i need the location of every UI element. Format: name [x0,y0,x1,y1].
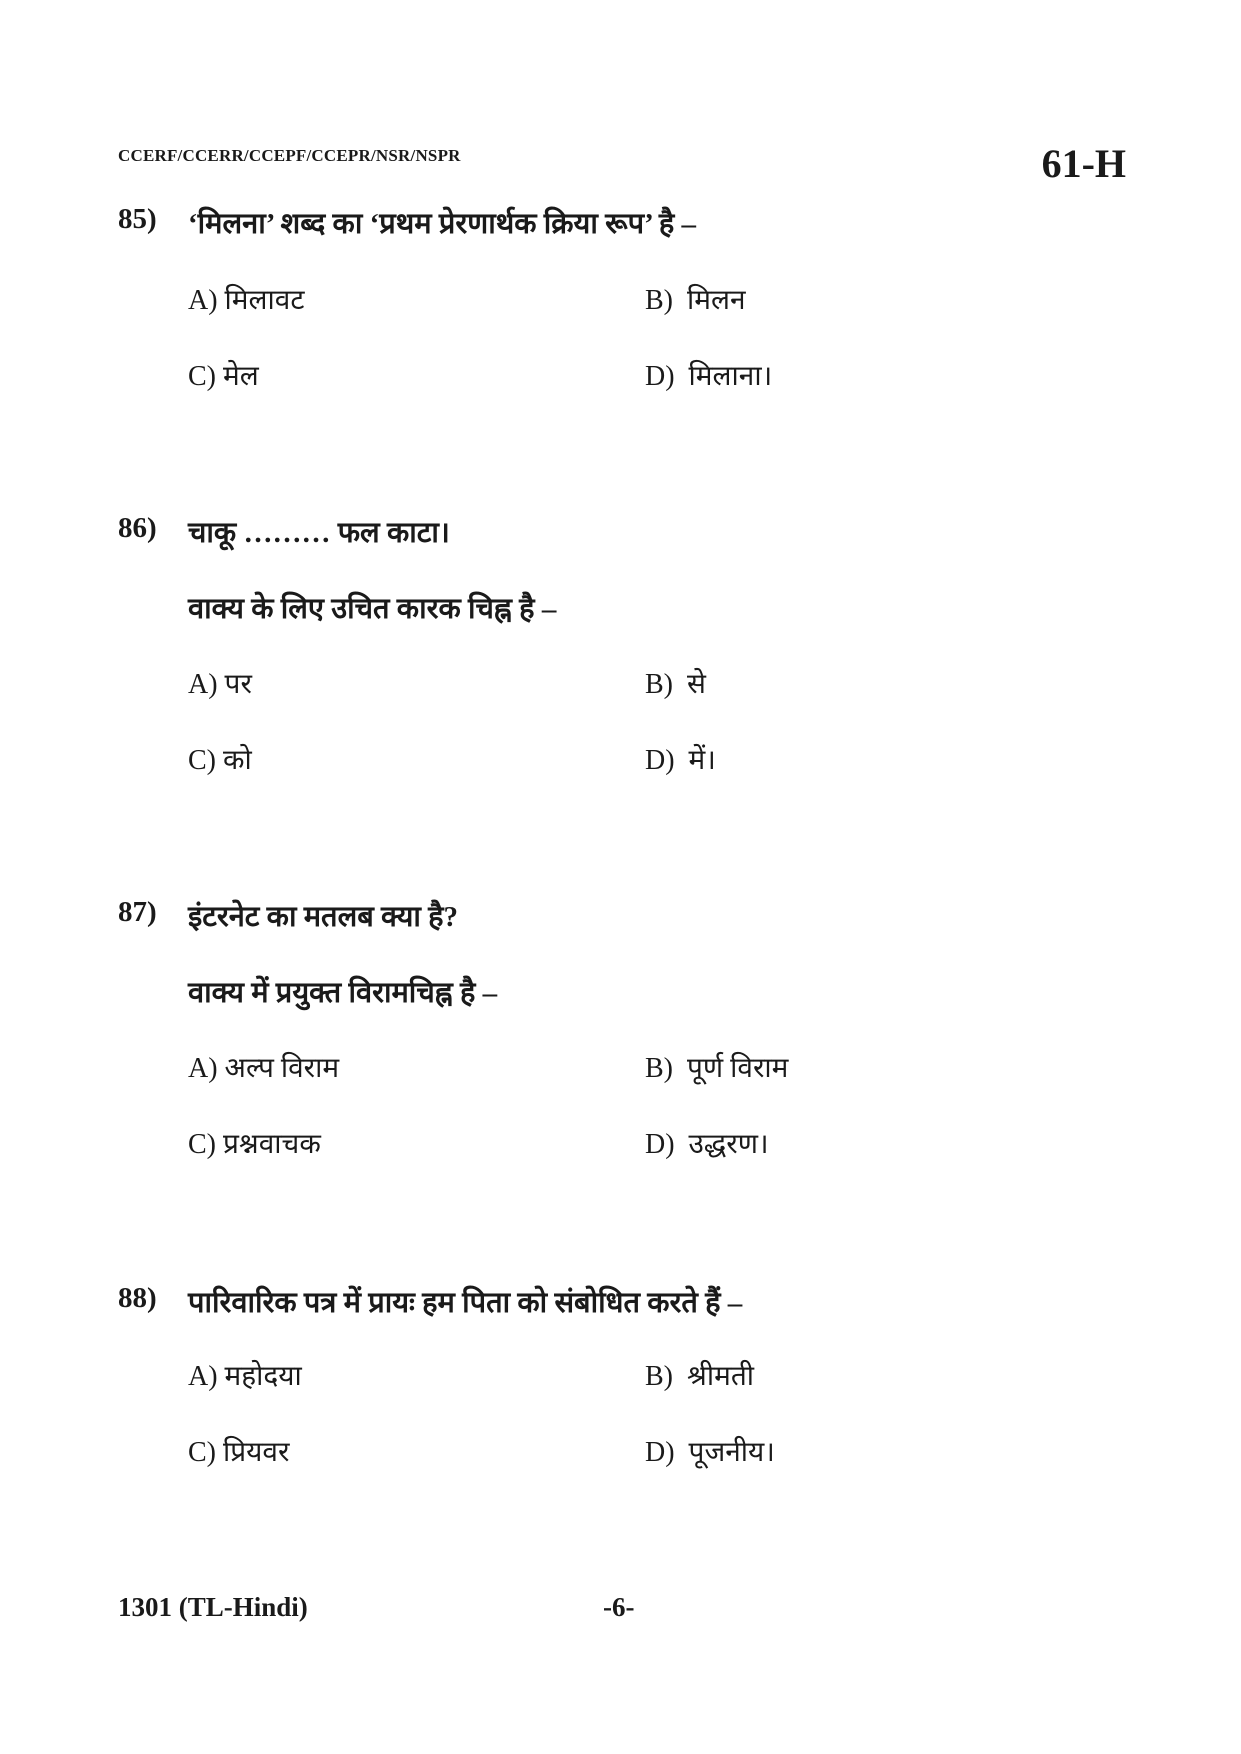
question-86-option-c[interactable] [188,740,252,778]
question-86-text: चाकू ……… फल काटा। [188,517,450,549]
question-87-option-d[interactable] [645,1124,769,1162]
question-87-option-a[interactable] [188,1048,339,1086]
option-label: D) [645,361,675,392]
option-text: से [687,669,706,700]
question-86-subtext: वाक्य के लिए उचित कारक चिह्न है – [188,593,557,625]
option-label: A) [188,669,218,700]
option-label: C) [188,1437,216,1468]
question-88-option-b[interactable] [645,1356,754,1394]
question-85-number: 85) [118,203,157,235]
option-text: पूर्ण विराम [687,1053,789,1084]
option-text: महोदया [224,1361,302,1392]
question-85-option-b[interactable] [645,280,746,318]
question-85-option-c[interactable] [188,356,259,394]
question-86-option-a[interactable] [188,664,252,702]
option-label: B) [645,285,673,316]
option-label: A) [188,1361,218,1392]
question-88-option-c[interactable] [188,1432,289,1470]
option-label: C) [188,1129,216,1160]
header-set-code: 61-H [1041,141,1126,186]
question-88-option-d[interactable] [645,1432,775,1470]
option-text: मेल [223,361,259,392]
question-88-number: 88) [118,1282,157,1314]
question-87-number: 87) [118,896,157,928]
option-text: अल्प विराम [224,1053,340,1084]
question-85-option-a[interactable] [188,280,304,318]
question-87-subtext: वाक्य में प्रयुक्त विरामचिह्न है – [188,977,498,1009]
question-86-number: 86) [118,512,157,544]
option-text: प्रियवर [223,1437,290,1468]
option-text: को [223,745,252,776]
question-86-option-b[interactable] [645,664,706,702]
page-number: -6- [603,1592,635,1622]
option-label: A) [188,1053,218,1084]
option-label: C) [188,361,216,392]
option-text: पूजनीय। [688,1437,775,1468]
option-text: उद्धरण। [688,1129,769,1160]
option-label: D) [645,1437,675,1468]
option-label: A) [188,285,218,316]
option-text: में। [688,745,716,776]
question-85-text: ‘मिलना’ शब्द का ‘प्रथम प्रेरणार्थक क्रिया रूप’ है – [188,208,697,240]
question-87-option-c[interactable] [188,1124,321,1162]
question-86-option-d[interactable] [645,740,716,778]
question-85-option-d[interactable] [645,356,772,394]
option-text: श्रीमती [687,1361,755,1392]
option-label: B) [645,1361,673,1392]
option-label: D) [645,1129,675,1160]
option-text: मिलावट [224,285,305,316]
option-text: पर [224,669,252,700]
question-87-option-b[interactable] [645,1048,788,1086]
option-label: C) [188,745,216,776]
option-label: B) [645,669,673,700]
option-text: मिलन [687,285,746,316]
question-88-option-a[interactable] [188,1356,302,1394]
option-label: D) [645,745,675,776]
question-87-text: इंटरनेट का मतलब क्या है? [188,901,459,933]
option-label: B) [645,1053,673,1084]
option-text: मिलाना। [688,361,773,392]
header-exam-code: CCERF/CCERR/CCEPF/CCEPR/NSR/NSPR [118,146,461,165]
footer-paper-code: 1301 (TL-Hindi) [118,1592,308,1622]
question-88-text: पारिवारिक पत्र में प्रायः हम पिता को संबोधित करते हैं – [188,1287,743,1319]
option-text: प्रश्नवाचक [223,1129,321,1160]
